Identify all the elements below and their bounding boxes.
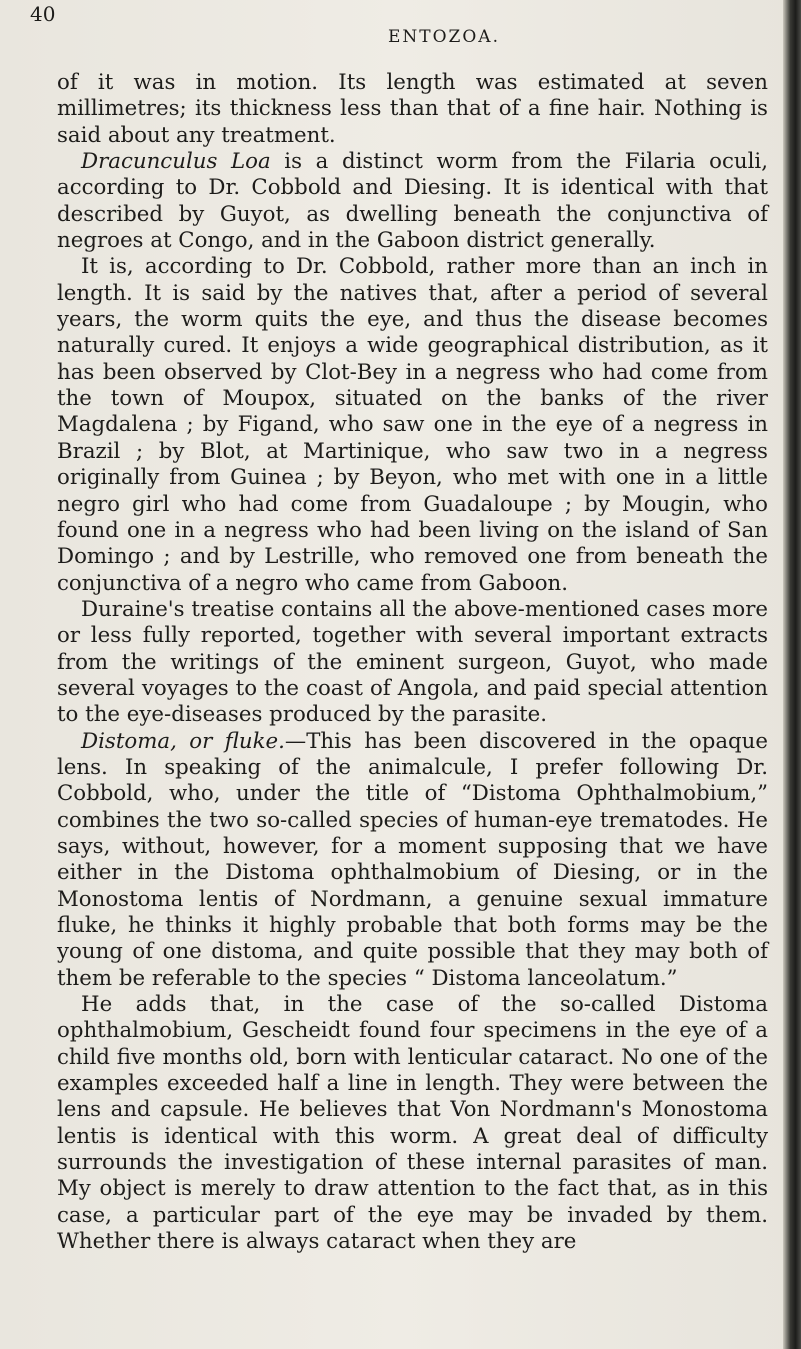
paragraph-2-lead: Dracunculus Loa <box>81 149 271 175</box>
running-head: ENTOZOA. <box>388 27 500 47</box>
paragraph-3-text: It is, according to Dr. Cobbold, rather more than an inch in length. It is said by the natives that, after a period of several years, the worm quits the eye, and thus the disease becomes naturally cured. It enjoys a wide geographical distribution, as it has been observed by Clot-Bey in a negress who had come from the town of Moupox, situated on the banks of the river Magdalena ; by Figand, who saw one in the eye of a negress in Brazil ; by Blot, at Martinique, who saw two in a negress originally from Guinea ; by Beyon, who met with one in a little negro girl who had come from Guadaloupe ; by Mougin, who found one in a negress who had been living on the island of San Domingo ; and by Lestrille, who removed one from beneath the conjunctiva of a negro who came from Gaboon. <box>57 254 768 596</box>
paragraph-3 <box>57 254 768 596</box>
paragraph-1-text: of it was in motion. Its length was estimated at seven millimetres; its thickness less than that of a fine hair. Nothing is said about any treatment. <box>57 70 768 148</box>
paragraph-4 <box>57 597 768 729</box>
page-edge-shadow <box>783 0 801 1349</box>
paragraph-1 <box>57 70 768 149</box>
paragraph-5 <box>57 729 768 992</box>
paragraph-5-text: —This has been discovered in the opaque lens. In speaking of the animalcule, I prefer following Dr. Cobbold, who, under the title of “Distoma Ophthalmobium,” combines the two so-called species of human-eye trematodes. He says, without, however, for a moment supposing that we have either in the Distoma ophthalmobium of Diesing, or in the Monostoma lentis of Nordmann, a genuine sexual immature fluke, he thinks it highly probable that both forms may be the young of one distoma, and quite possible that they may both of them be referable to the species “ Distoma lanceolatum.” <box>57 728 768 991</box>
paragraph-5-lead: Distoma, or fluke. <box>81 728 285 754</box>
paragraph-2 <box>57 149 768 254</box>
paragraph-4-text: Duraine's treatise contains all the above-mentioned cases more or less fully reported, together with several important extracts from the writings of the eminent surgeon, Guyot, who made several voyages to the coast of Angola, and paid special attention to the eye-diseases produced by the parasite. <box>57 596 768 728</box>
page-number: 40 <box>30 2 56 26</box>
paragraph-2-text: is a distinct worm from the Filaria oculi, according to Dr. Cobbold and Diesing. It is identical with that described by Guyot, as dwelling beneath the conjunctiva of negroes at Congo, and in the Gaboon district generally. <box>57 149 768 254</box>
paragraph-6 <box>57 992 768 1255</box>
body-text <box>57 70 768 1255</box>
paragraph-6-text: He adds that, in the case of the so-called Distoma ophthalmobium, Gescheidt found four specimens in the eye of a child five months old, born with lenticular cataract. No one of the examples exceeded half a line in length. They were between the lens and capsule. He believes that Von Nordmann's Monostoma lentis is identical with this worm. A great deal of difficulty surrounds the investigation of these internal parasites of man. My object is merely to draw attention to the fact that, as in this case, a particular part of the eye may be invaded by them. Whether there is always cataract when they are <box>57 992 768 1255</box>
